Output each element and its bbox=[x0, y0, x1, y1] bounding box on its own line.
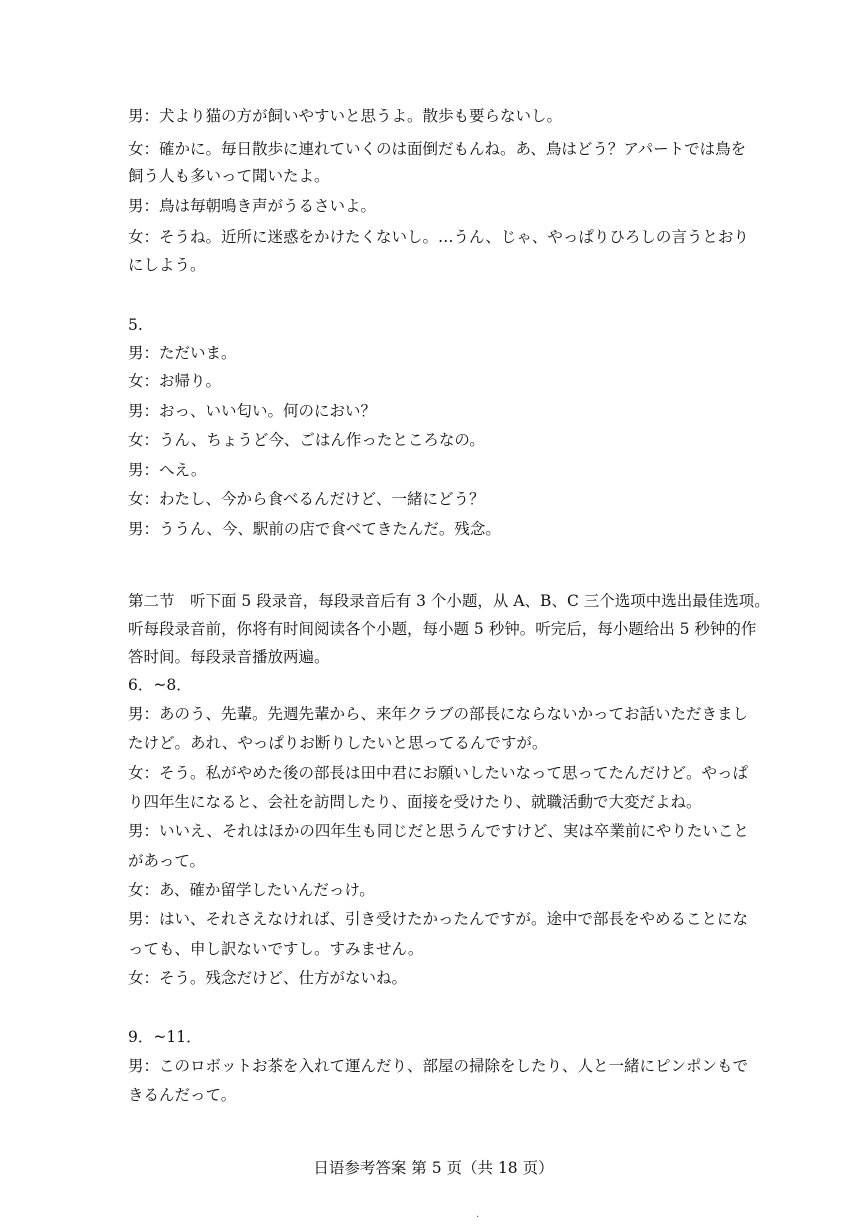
text-line: たけど。あれ、やっぱりお断りしたいと思ってるんですが。 bbox=[128, 734, 548, 752]
text-line: 男：ただいま。 bbox=[128, 344, 237, 362]
text-line: 男：あのう、先輩。先週先輩から、来年クラブの部長にならないかってお話いただきまし bbox=[128, 705, 749, 723]
text-line: っても、申し訳ないですし。すみません。 bbox=[128, 940, 424, 958]
instruction-line: 答时间。每段录音播放两遍。 bbox=[128, 648, 330, 666]
page-footer: 日语参考答案 第 5 页（共 18 页） bbox=[313, 1159, 554, 1177]
text-line: り四年生になると、会社を訪問したり、面接を受けたり、就職活動で大変だよね。 bbox=[128, 793, 702, 811]
text-line: 女：お帰り。 bbox=[128, 372, 222, 390]
text-line: 女：そう。私がやめた後の部長は田中君にお願いしたいなって思ってたんだけど。やっぱ bbox=[128, 764, 749, 782]
instruction-line: 第二节 听下面 5 段录音，每段录音后有 3 个小题，从 A、B、C 三个选项中选出最佳选项。 bbox=[128, 592, 770, 610]
text-line: 女：そう。残念だけど、仕方がないね。 bbox=[128, 969, 408, 987]
text-line: 女：わたし、今から食べるんだけど、一緒にどう？ bbox=[128, 490, 485, 508]
text-line: 男：鳥は毎朝鳴き声がうるさいよ。 bbox=[128, 197, 377, 215]
section-number: 9．~11． bbox=[128, 1028, 202, 1046]
text-line: 男：はい、それさえなければ、引き受けたかったんですが。途中で部長をやめることにな bbox=[128, 910, 749, 928]
text-line: 女：そうね。近所に迷惑をかけたくないし。…うん、じゃ、やっぱりひろしの言うとおり bbox=[128, 228, 749, 246]
scan-mark: · bbox=[476, 1212, 480, 1223]
text-line: 女：確かに。毎日散歩に連れていくのは面倒だもんね。あ、鳥はどう？アパートでは鳥を bbox=[128, 140, 747, 158]
text-line: 女：うん、ちょうど今、ごはん作ったところなの。 bbox=[128, 431, 485, 449]
section-number: 6．~8． bbox=[128, 676, 192, 694]
instruction-line: 听每段录音前，你将有时间阅读各个小题，每小题 5 秒钟。听完后，每小题给出 5 秒钟的作 bbox=[128, 620, 757, 638]
text-line: 男：おっ、いい匂い。何のにおい？ bbox=[128, 402, 377, 420]
section-number: 5. bbox=[128, 316, 143, 334]
text-line: にしよう。 bbox=[128, 256, 206, 274]
text-line: 飼う人も多いって聞いたよ。 bbox=[128, 167, 330, 185]
text-line: 男：へえ。 bbox=[128, 461, 207, 479]
text-line: 男：犬より猫の方が飼いやすいと思うよ。散歩も要らないし。 bbox=[128, 107, 563, 125]
text-line: 男：このロボットお茶を入れて運んだり、部屋の掃除をしたり、人と一緒にピンポンもで bbox=[128, 1057, 749, 1075]
text-line: 男：ううん、今、駅前の店で食べてきたんだ。残念。 bbox=[128, 520, 501, 538]
text-line: きるんだって。 bbox=[128, 1086, 237, 1104]
text-line: があって。 bbox=[128, 852, 206, 870]
text-line: 女：あ、確か留学したいんだっけ。 bbox=[128, 881, 375, 899]
text-line: 男：いいえ、それはほかの四年生も同じだと思うんですけど、実は卒業前にやりたいこと bbox=[128, 822, 749, 840]
